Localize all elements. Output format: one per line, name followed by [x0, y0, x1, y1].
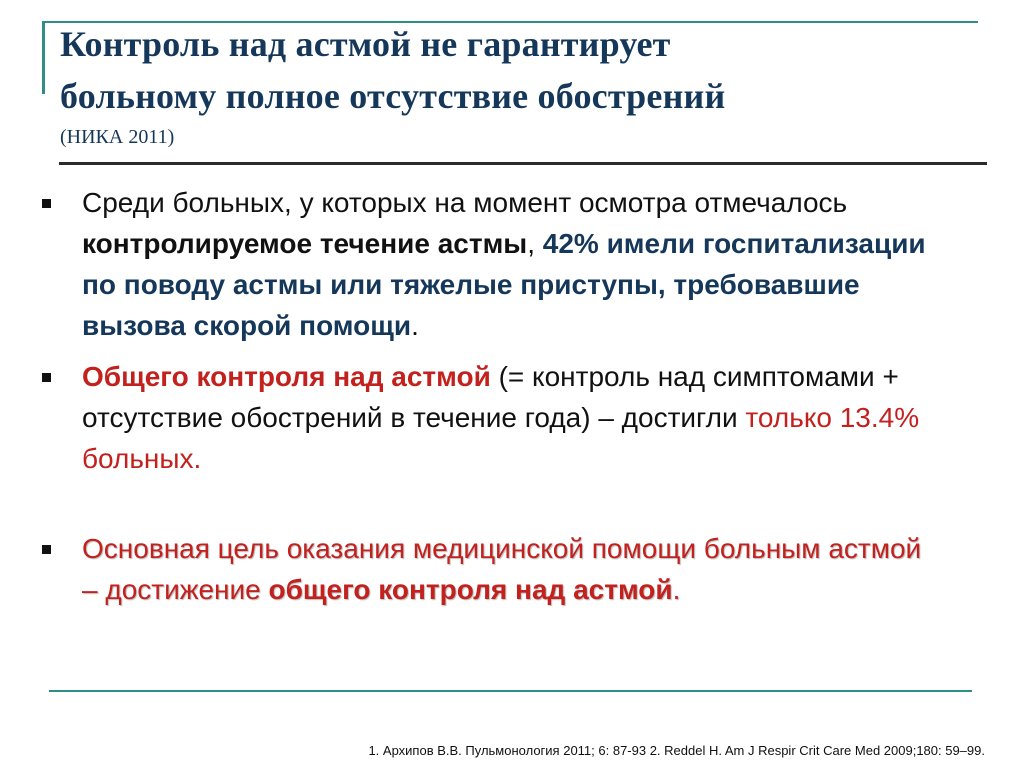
bullet-item-3 [40, 528, 940, 610]
bullet-2-highlight: только 13.4% больных. [82, 402, 920, 474]
bullet-2-text [82, 361, 919, 474]
bullet-3-intro: Основная цель оказания медицинской помощи больным астмой – достижение [82, 533, 922, 605]
bullet-item-1 [40, 182, 940, 346]
bullet-1-text [82, 187, 926, 341]
bullet-2-definition: (= контроль над симптомами + отсутствие обострений в течение года) – достигли [82, 361, 899, 433]
title-line-2: больному полное отсутствие обострений [60, 76, 726, 116]
bullet-1-bold-term: контролируемое течение астмы [82, 228, 528, 259]
bullet-1-period: . [411, 310, 419, 341]
square-bullet-icon [42, 373, 51, 382]
left-decorative-line [42, 21, 45, 94]
bullet-3-bold-term: общего контроля над астмой [268, 574, 673, 605]
title-divider [59, 162, 987, 165]
slide-title [60, 18, 980, 150]
bullet-1-intro: Среди больных, у которых на момент осмотра отмечалось [82, 187, 848, 218]
bullet-1-separator: , [527, 228, 543, 259]
bullet-list [40, 182, 940, 610]
footnote-references: 1. Архипов В.В. Пульмонология 2011; 6: 87-93 2. Reddel H. Am J Respir Crit Care Med 2009;180: 59–99. [368, 743, 985, 758]
title-subtitle: (НИКА 2011) [60, 126, 175, 148]
bullet-2-bold-term: Общего контроля над астмой [82, 361, 491, 392]
bottom-decorative-line [49, 690, 972, 692]
bullet-1-highlight: 42% имели госпитализации по поводу астмы или тяжелые приступы, требовавшие вызова скорой помощи [82, 228, 926, 341]
square-bullet-icon [42, 545, 51, 554]
bullet-3-text [82, 533, 921, 605]
bullet-3-period: . [672, 574, 681, 605]
square-bullet-icon [42, 199, 51, 208]
title-line-1: Контроль над астмой не гарантирует [60, 24, 671, 64]
bullet-item-2 [40, 356, 940, 479]
